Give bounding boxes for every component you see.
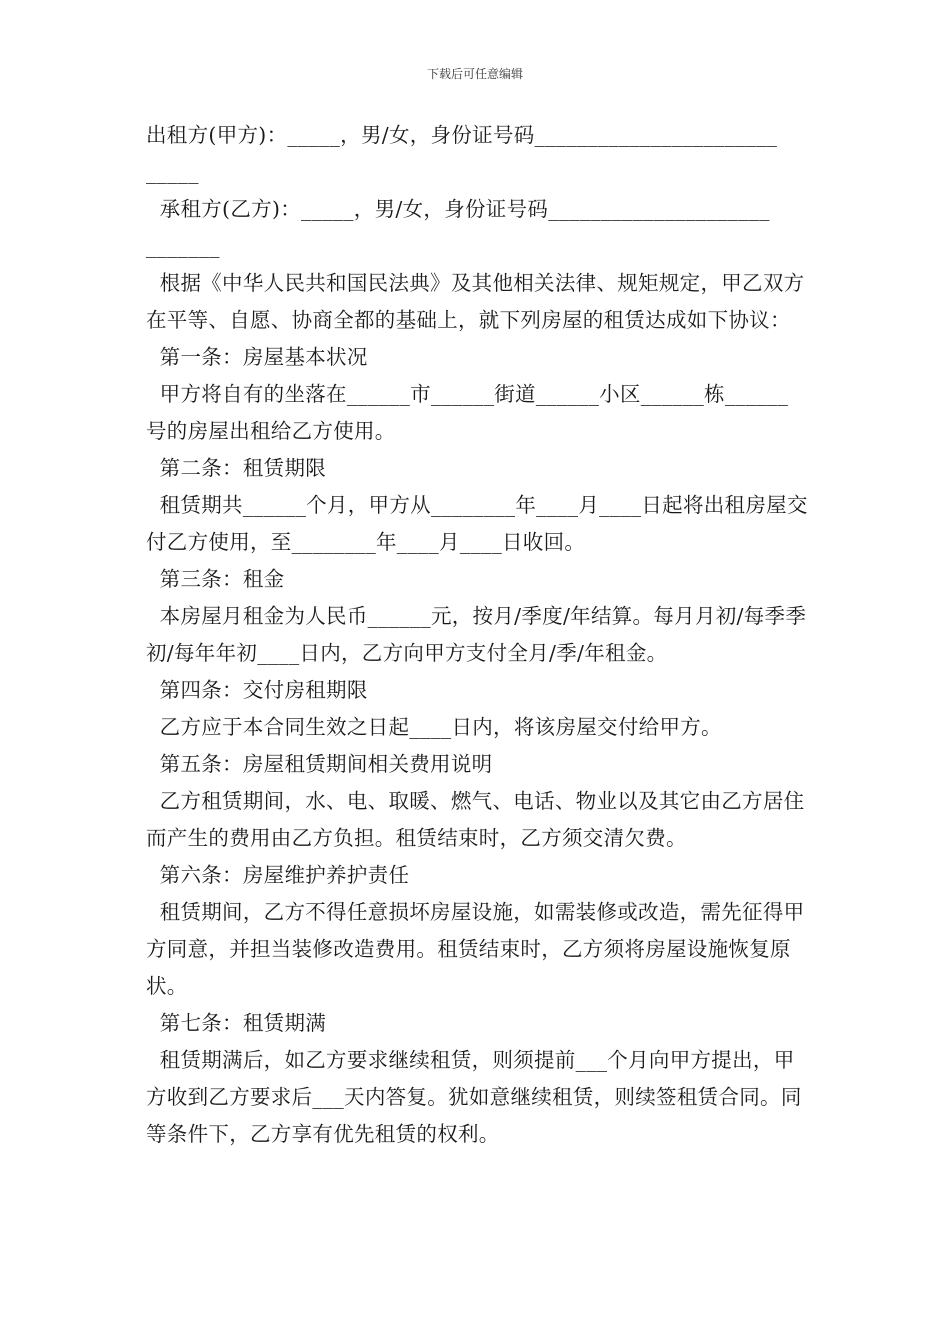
lessor-line: 出租方(甲方)：_____，男/女，身份证号码_______________________ <box>146 123 778 147</box>
lessee-line: 承租方(乙方)：_____，男/女，身份证号码_____________________ <box>146 197 770 221</box>
article-1-heading: 第一条：房屋基本状况 <box>146 345 368 369</box>
article-7-body: 租赁期满后，如乙方要求继续租赁，则须提前___个月向甲方提出，甲方收到乙方要求后___天内答复。犹如意继续租赁，则续签租赁合同。同等条件下，乙方享有优先租赁的权利。 <box>146 1048 802 1146</box>
article-4-heading: 第四条：交付房租期限 <box>146 678 368 702</box>
article-7-heading: 第七条：租赁期满 <box>146 1011 327 1035</box>
page-header-note: 下载后可任意编辑 <box>426 67 523 81</box>
article-6-body: 租赁期间，乙方不得任意损坏房屋设施，如需装修或改造，需先征得甲方同意，并担当装修改造费用。租赁结束时，乙方须将房屋设施恢复原状。 <box>146 900 805 998</box>
article-4-body: 乙方应于本合同生效之日起____日内，将该房屋交付给甲方。 <box>146 715 722 739</box>
lessor-line-continuation: _____ <box>146 160 199 184</box>
lessee-line-continuation: _______ <box>146 234 220 258</box>
article-3-body: 本房屋月租金为人民币______元，按月/季度/年结算。每月月初/每季季初/每年年初____日内，乙方向甲方支付全月/季/年租金。 <box>146 604 807 665</box>
article-5-heading: 第五条：房屋租赁期间相关费用说明 <box>146 752 493 776</box>
article-2-heading: 第二条：租赁期限 <box>146 456 327 480</box>
article-1-body: 甲方将自有的坐落在______市______街道______小区______栋______号的房屋出租给乙方使用。 <box>146 382 789 443</box>
article-3-heading: 第三条：租金 <box>146 567 285 591</box>
preamble-paragraph: 根据《中华人民共和国民法典》及其他相关法律、规矩规定，甲乙双方在平等、自愿、协商全都的基础上，就下列房屋的租赁达成如下协议： <box>146 271 805 332</box>
article-5-body: 乙方租赁期间，水、电、取暖、燃气、电话、物业以及其它由乙方居住而产生的费用由乙方负担。租赁结束时，乙方须交清欠费。 <box>146 789 805 850</box>
contract-body <box>146 117 808 1153</box>
article-2-body: 租赁期共______个月，甲方从________年____月____日起将出租房屋交付乙方使用，至________年____月____日收回。 <box>146 493 808 554</box>
article-6-heading: 第六条：房屋维护养护责任 <box>146 863 410 887</box>
